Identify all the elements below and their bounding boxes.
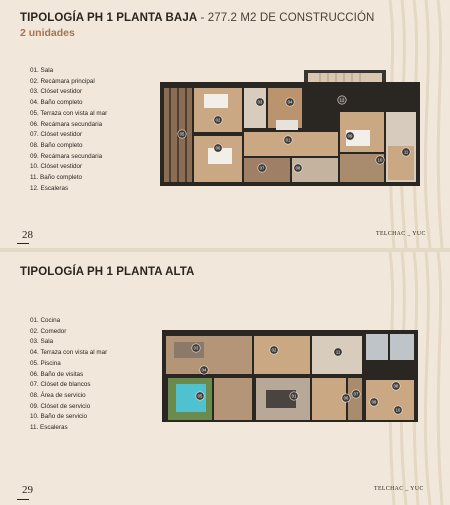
legend-item: 01. Cocina <box>30 317 61 324</box>
room-number-badge <box>392 382 400 390</box>
legend-item: 12. Escaleras <box>30 184 69 192</box>
room-number-badge <box>192 344 200 352</box>
room-number-text: 11 <box>403 149 409 155</box>
legend-item: 07. Clóset vestidor <box>30 131 83 139</box>
room-number-text: 04 <box>287 99 293 105</box>
legend-item: 01. Sala <box>30 67 54 74</box>
room-legend <box>30 316 107 434</box>
room-number-badge <box>342 394 350 402</box>
room-number-badge <box>196 392 204 400</box>
room-number-badge <box>214 116 222 124</box>
legend-item: 09. Recámara secundaria <box>30 152 103 160</box>
legend-item: 11. Escaleras <box>30 424 68 432</box>
legend-item: 02. Recámara principal <box>30 77 95 85</box>
page-number: 28 <box>22 229 33 241</box>
legend-item: 06. Baño de visitas <box>30 370 84 378</box>
legend-item: 05. Piscina <box>30 359 61 367</box>
room-number-text: 03 <box>193 345 199 351</box>
legend-item: 04. Terraza con vista al mar <box>30 349 108 357</box>
page-title: TIPOLOGÍA PH 1 PLANTA ALTA <box>20 266 195 278</box>
room-number-badge <box>200 366 208 374</box>
room-number-text: 09 <box>347 133 353 139</box>
page-title: TIPOLOGÍA PH 1 PLANTA BAJA - 277.2 M2 DE CONSTRUCCIÓN <box>20 12 375 24</box>
legend-item: 04. Baño completo <box>30 99 83 107</box>
room-number-text: 05 <box>197 393 203 399</box>
floor-plan-upper-image <box>162 330 422 426</box>
room-number-text: 04 <box>201 367 207 373</box>
room-number-text: 09 <box>371 399 377 405</box>
page-number: 29 <box>22 484 33 496</box>
units-subtitle: 2 unidades <box>20 27 75 39</box>
legend-item: 06. Recámara secundaria <box>30 120 103 128</box>
room-number-text: 03 <box>257 99 263 105</box>
floor-plan-ground-image <box>160 70 420 190</box>
room-number-text: 10 <box>395 407 401 413</box>
room-number-text: 02 <box>215 117 221 123</box>
room-number-badge <box>394 406 402 414</box>
legend-item: 08. Baño completo <box>30 141 83 149</box>
room-number-text: 10 <box>377 157 383 163</box>
room-number-text: 06 <box>343 395 349 401</box>
room-number-badge <box>256 98 264 106</box>
legend-item: 11. Baño completo <box>30 174 83 182</box>
floor-plan-page-upper <box>0 252 450 505</box>
page-number-underline <box>17 243 29 244</box>
room-number-badge <box>214 144 222 152</box>
room-number-text: 01 <box>285 137 291 143</box>
room-number-text: 01 <box>291 393 297 399</box>
room-number-badge <box>402 148 410 156</box>
room-number-text: 08 <box>393 383 399 389</box>
legend-item: 02. Comedor <box>30 327 67 335</box>
legend-item: 10. Baño de servicio <box>30 413 88 421</box>
room-number-badge <box>286 98 294 106</box>
room-number-badge <box>258 164 266 172</box>
room-number-text: 07 <box>353 391 359 397</box>
room-number-badge <box>178 130 186 138</box>
room-number-badge <box>294 164 302 172</box>
legend-item: 09. Clóset de servicio <box>30 402 91 410</box>
room-number-text: 08 <box>295 165 301 171</box>
room-number-badge <box>346 132 354 140</box>
room-number-badge <box>334 348 342 356</box>
legend-item: 03. Sala <box>30 338 54 346</box>
room-number-badge <box>338 96 346 104</box>
room-number-badge <box>284 136 292 144</box>
room-number-text: 02 <box>271 347 277 353</box>
room-number-badge <box>370 398 378 406</box>
room-number-badge <box>352 390 360 398</box>
brand-label: TELCHAC _ YUC <box>374 486 424 492</box>
room-number-text: 12 <box>339 97 345 103</box>
legend-item: 08. Área de servicio <box>30 391 86 399</box>
room-number-text: 11 <box>335 349 341 355</box>
legend-item: 03. Clóset vestidor <box>30 88 83 96</box>
brand-label: TELCHAC _ YUC <box>376 231 426 237</box>
room-legend <box>30 66 107 194</box>
legend-item: 05. Terraza con vista al mar <box>30 109 108 117</box>
floor-plan-page-ground <box>0 0 450 248</box>
page-number-underline <box>17 499 29 500</box>
legend-item: 07. Clóset de blancos <box>30 381 91 389</box>
room-number-text: 06 <box>215 145 221 151</box>
room-number-text: 07 <box>259 165 265 171</box>
room-number-text: 05 <box>179 131 185 137</box>
legend-item: 10. Clóset vestidor <box>30 163 83 171</box>
room-number-badge <box>290 392 298 400</box>
room-number-badge <box>270 346 278 354</box>
room-number-badge <box>376 156 384 164</box>
